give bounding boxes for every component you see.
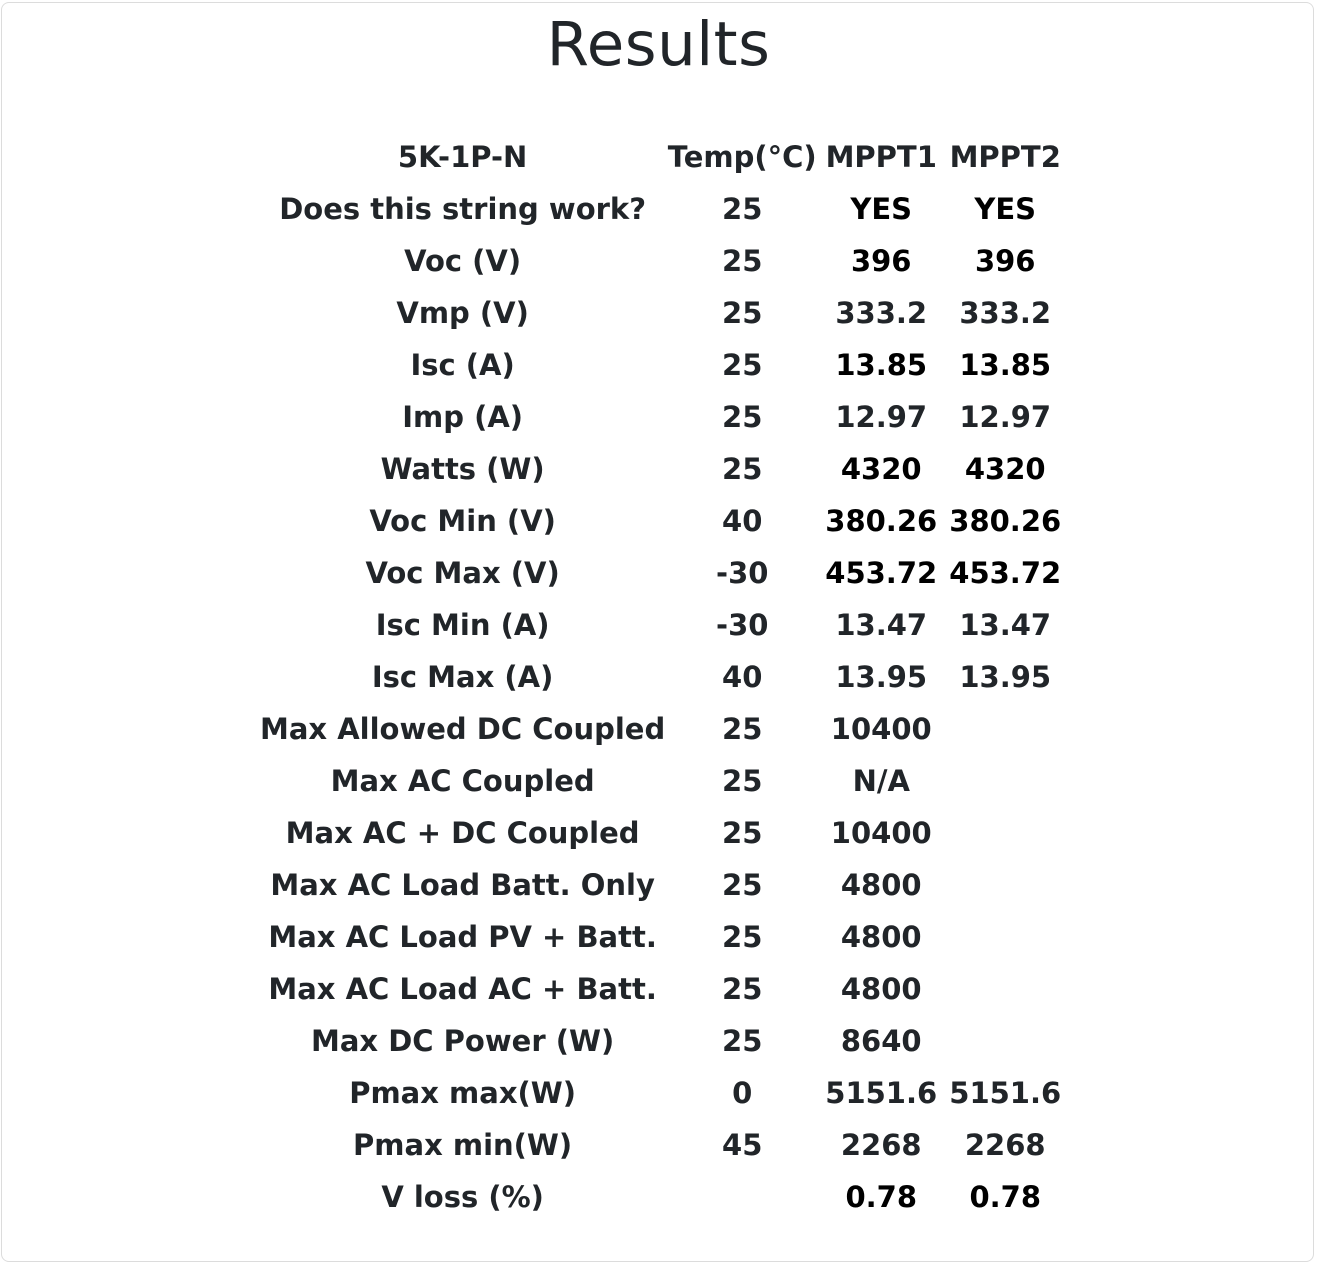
row-label: Max AC Load AC + Batt. [268, 972, 657, 1006]
row-label: Max AC Load Batt. Only [270, 868, 655, 902]
row-mppt2-value: 5151.6 [949, 1076, 1062, 1110]
table-row [260, 1067, 1067, 1119]
table-row [260, 1015, 1067, 1067]
row-temp: 25 [722, 348, 763, 382]
row-mppt2-value: 380.26 [949, 504, 1062, 538]
row-mppt1-value: 4320 [840, 452, 922, 486]
table-row [260, 1171, 1067, 1223]
table-row [260, 599, 1067, 651]
row-temp: 40 [722, 660, 763, 694]
row-mppt2-value: 0.78 [969, 1180, 1042, 1214]
table-row [260, 807, 1067, 859]
row-mppt1-value: 8640 [840, 1024, 922, 1058]
row-label: Voc Min (V) [369, 504, 556, 538]
row-mppt2-value [943, 703, 1067, 755]
row-mppt1-value: 453.72 [825, 556, 938, 590]
row-temp: 25 [722, 296, 763, 330]
row-temp: 25 [722, 920, 763, 954]
row-mppt2-value: 453.72 [949, 556, 1062, 590]
row-mppt2-value [943, 911, 1067, 963]
row-temp: 25 [722, 868, 763, 902]
row-mppt1-value: 13.95 [835, 660, 928, 694]
table-row [260, 443, 1067, 495]
table-row [260, 235, 1067, 287]
row-mppt1-value: 12.97 [835, 400, 928, 434]
row-mppt2-value [943, 755, 1067, 807]
row-label: Max AC Load PV + Batt. [268, 920, 657, 954]
row-label: Voc (V) [404, 244, 522, 278]
table-row [260, 547, 1067, 599]
row-temp: -30 [716, 556, 769, 590]
row-temp [665, 1171, 819, 1223]
table-row [260, 859, 1067, 911]
row-temp: 25 [722, 244, 763, 278]
table-row [260, 1119, 1067, 1171]
row-mppt1-value: 333.2 [835, 296, 928, 330]
row-label: Pmax min(W) [353, 1128, 573, 1162]
row-mppt2-value: 13.85 [959, 348, 1052, 382]
row-mppt1-value: 4800 [840, 868, 922, 902]
row-mppt2-value: 333.2 [959, 296, 1052, 330]
row-mppt1-value: 5151.6 [825, 1076, 938, 1110]
row-label: V loss (%) [381, 1180, 544, 1214]
row-mppt2-value: YES [974, 192, 1037, 226]
column-header-model: 5K-1P-N [397, 140, 528, 174]
table-row [260, 287, 1067, 339]
row-mppt2-value [943, 807, 1067, 859]
row-temp: 25 [722, 816, 763, 850]
row-mppt2-value: 396 [974, 244, 1036, 278]
results-table-body [260, 183, 1067, 1223]
row-mppt2-value [943, 1015, 1067, 1067]
row-mppt1-value: 10400 [830, 816, 932, 850]
row-temp: 25 [722, 764, 763, 798]
table-row [260, 755, 1067, 807]
row-label: Isc Min (A) [375, 608, 550, 642]
column-header-mppt1: MPPT1 [825, 140, 937, 174]
table-row [260, 651, 1067, 703]
row-temp: 25 [722, 192, 763, 226]
column-header-mppt2: MPPT2 [949, 140, 1061, 174]
table-row [260, 339, 1067, 391]
row-label: Watts (W) [380, 452, 545, 486]
row-mppt2-value: 12.97 [959, 400, 1052, 434]
row-mppt1-value: 0.78 [845, 1180, 918, 1214]
row-mppt1-value: 4800 [840, 972, 922, 1006]
row-mppt1-value: 13.85 [835, 348, 928, 382]
row-mppt1-value: N/A [852, 764, 910, 798]
row-label: Max DC Power (W) [311, 1024, 615, 1058]
table-row [260, 963, 1067, 1015]
table-row [260, 911, 1067, 963]
row-label: Does this string work? [279, 192, 647, 226]
row-label: Max AC + DC Coupled [285, 816, 640, 850]
row-mppt2-value [943, 963, 1067, 1015]
row-mppt1-value: 380.26 [825, 504, 938, 538]
row-temp: 45 [722, 1128, 763, 1162]
row-mppt2-value: 4320 [964, 452, 1046, 486]
row-mppt1-value: 10400 [830, 712, 932, 746]
row-mppt2-value: 13.47 [959, 608, 1052, 642]
row-label: Isc (A) [410, 348, 515, 382]
table-row [260, 183, 1067, 235]
row-temp: 25 [722, 1024, 763, 1058]
row-mppt1-value: YES [850, 192, 913, 226]
row-label: Max Allowed DC Coupled [260, 712, 666, 746]
results-card [1, 2, 1314, 1262]
row-label: Pmax max(W) [349, 1076, 577, 1110]
row-label: Imp (A) [402, 400, 524, 434]
table-row [260, 495, 1067, 547]
row-mppt2-value: 13.95 [959, 660, 1052, 694]
row-mppt1-value: 2268 [840, 1128, 922, 1162]
row-mppt2-value [943, 859, 1067, 911]
row-mppt1-value: 4800 [840, 920, 922, 954]
row-mppt1-value: 396 [850, 244, 912, 278]
row-label: Isc Max (A) [371, 660, 554, 694]
table-row [260, 703, 1067, 755]
row-temp: 25 [722, 972, 763, 1006]
row-temp: 0 [732, 1076, 753, 1110]
row-temp: 25 [722, 452, 763, 486]
table-header-row [260, 131, 1067, 183]
row-label: Max AC Coupled [330, 764, 595, 798]
row-temp: 40 [722, 504, 763, 538]
row-temp: 25 [722, 712, 763, 746]
column-header-temp: Temp(°C) [667, 140, 817, 174]
row-label: Voc Max (V) [365, 556, 560, 590]
row-mppt2-value: 2268 [964, 1128, 1046, 1162]
results-table [260, 131, 1067, 1223]
row-temp: 25 [722, 400, 763, 434]
table-row [260, 391, 1067, 443]
row-temp: -30 [716, 608, 769, 642]
row-label: Vmp (V) [396, 296, 529, 330]
page-title: Results [546, 9, 771, 80]
row-mppt1-value: 13.47 [835, 608, 928, 642]
